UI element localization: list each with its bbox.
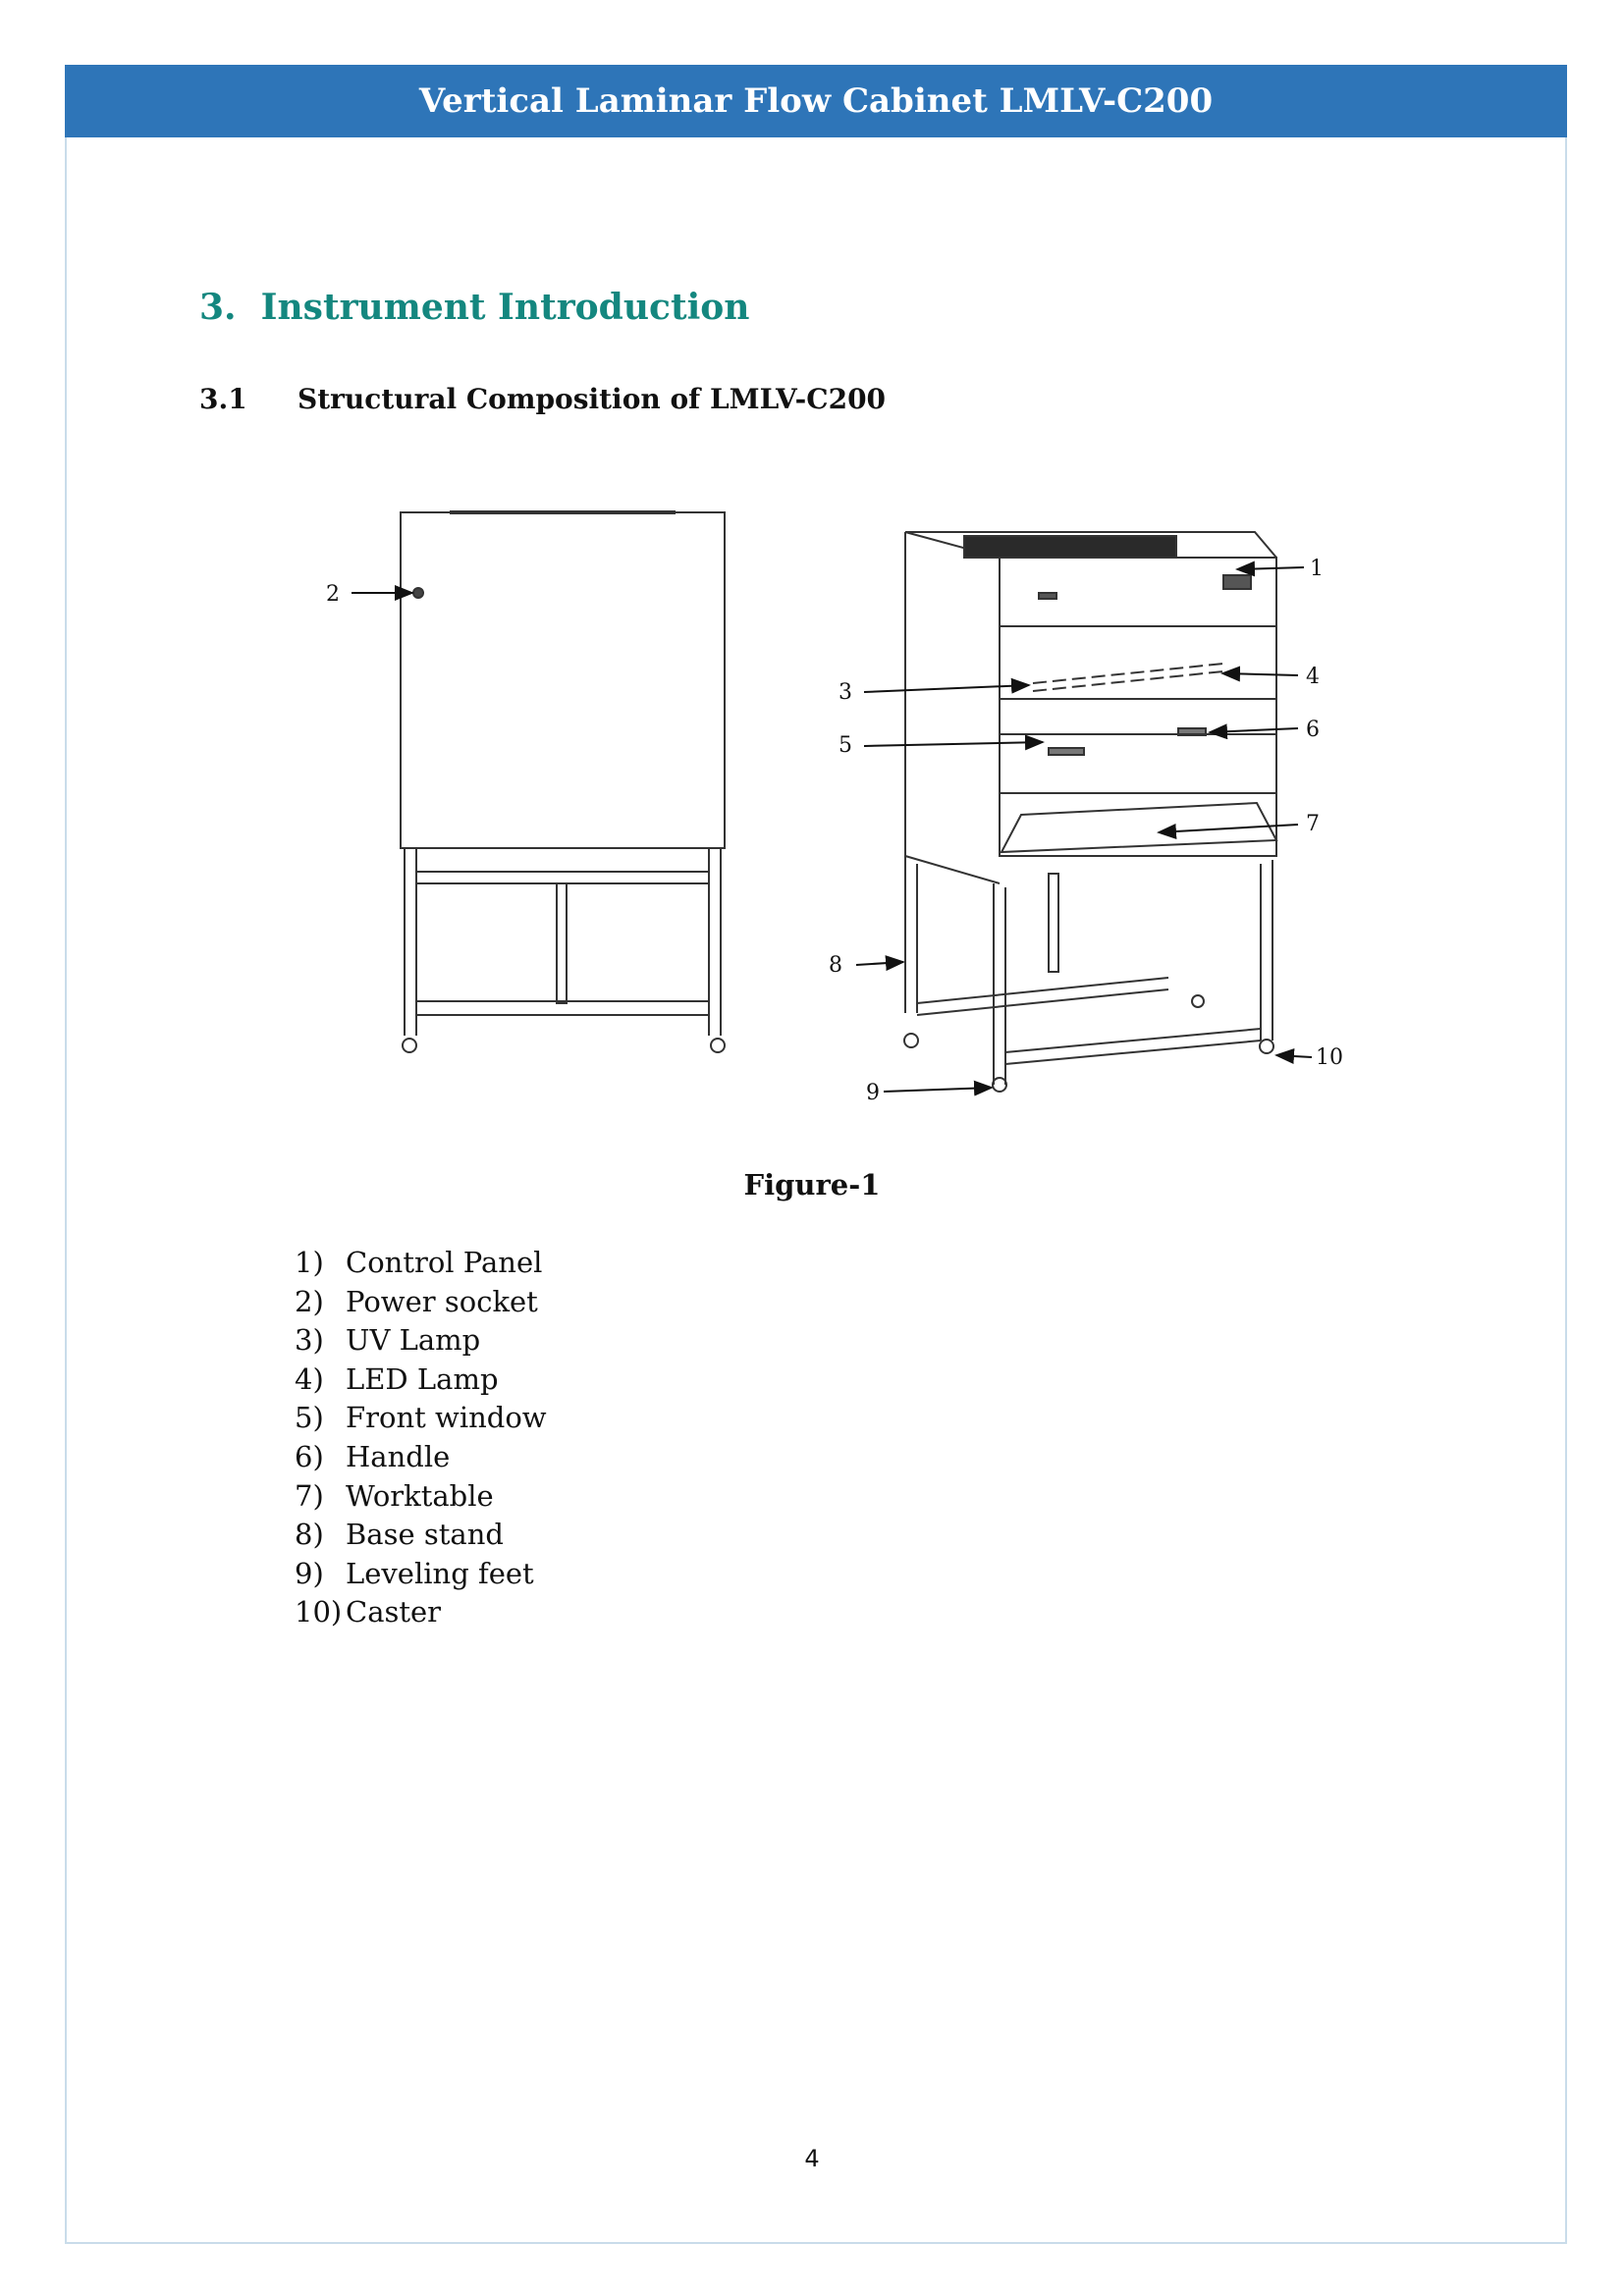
- item-index: 10): [295, 1595, 343, 1629]
- item-index: 2): [295, 1284, 324, 1318]
- callout-7: 7: [1306, 812, 1320, 836]
- item-index: 5): [295, 1401, 324, 1435]
- item-label: Caster: [346, 1595, 442, 1629]
- cabinet-figure: [295, 491, 1375, 1129]
- figure-caption: Figure-1: [743, 1168, 881, 1201]
- list-item: [295, 1593, 547, 1632]
- front-view-drawing: [904, 532, 1276, 1092]
- header-bar: [65, 65, 1567, 137]
- callout-10: 10: [1316, 1045, 1343, 1070]
- list-item: [295, 1438, 547, 1477]
- item-label: Leveling feet: [346, 1556, 534, 1590]
- item-index: 6): [295, 1439, 324, 1473]
- subsection-title: Structural Composition of LMLV-C200: [298, 383, 887, 415]
- side-view-drawing: [401, 512, 725, 1052]
- section-title: Instrument Introduction: [260, 287, 750, 328]
- list-item: [295, 1555, 547, 1594]
- page-number: 4: [804, 2145, 820, 2172]
- list-item: [295, 1361, 547, 1400]
- subsection-heading: [199, 383, 886, 415]
- item-label: Power socket: [346, 1284, 538, 1318]
- item-label: Worktable: [346, 1478, 494, 1513]
- item-label: LED Lamp: [346, 1362, 499, 1396]
- item-label: Base stand: [346, 1518, 504, 1552]
- callout-6: 6: [1306, 718, 1320, 742]
- section-number: 3.: [199, 287, 237, 328]
- callout-4: 4: [1306, 665, 1320, 689]
- callout-9: 9: [866, 1081, 880, 1105]
- section-heading: [199, 287, 749, 328]
- item-index: 3): [295, 1323, 324, 1358]
- header-title: Vertical Laminar Flow Cabinet LMLV-C200: [418, 81, 1214, 121]
- item-index: 9): [295, 1556, 324, 1590]
- item-index: 1): [295, 1246, 324, 1279]
- list-item: [295, 1244, 547, 1283]
- callout-1: 1: [1310, 557, 1324, 581]
- list-item: [295, 1283, 547, 1322]
- item-index: 7): [295, 1478, 324, 1513]
- callout-8: 8: [829, 953, 842, 978]
- callout-2: 2: [326, 582, 340, 607]
- subsection-number: 3.1: [199, 383, 247, 415]
- list-item: [295, 1516, 547, 1555]
- callout-3: 3: [839, 680, 852, 705]
- item-label: Control Panel: [346, 1246, 543, 1279]
- list-item: [295, 1399, 547, 1438]
- list-item: [295, 1477, 547, 1517]
- item-label: Front window: [346, 1401, 547, 1435]
- callout-5: 5: [839, 733, 852, 758]
- list-item: [295, 1321, 547, 1361]
- item-index: 8): [295, 1518, 324, 1552]
- item-label: UV Lamp: [346, 1323, 481, 1358]
- parts-list: [295, 1244, 547, 1632]
- item-index: 4): [295, 1362, 324, 1396]
- item-label: Handle: [346, 1439, 451, 1473]
